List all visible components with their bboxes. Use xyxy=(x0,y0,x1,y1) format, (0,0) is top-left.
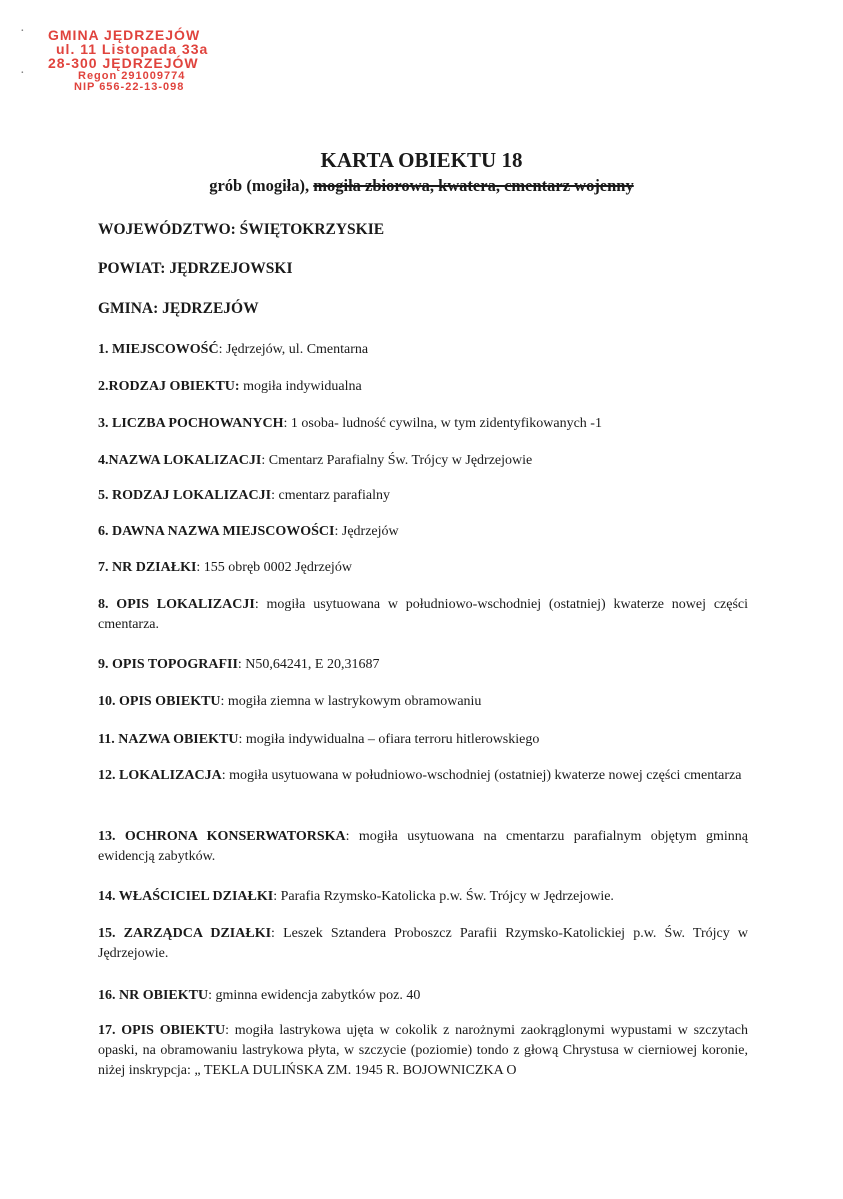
field-item: 1. MIEJSCOWOŚĆ: Jędrzejów, ul. Cmentarna xyxy=(98,342,369,357)
county-heading: POWIAT: JĘDRZEJOWSKI xyxy=(98,260,293,277)
field-label: 3. LICZBA POCHOWANYCH xyxy=(98,416,284,431)
field-item: 17. OPIS OBIEKTU: mogiła lastrykowa ujęta w cokolik z narożnymi zaokrąglonymi wypustami w szczytach opaski, na obramowaniu lastrykowa płyta, w szczycie (poziomie) tondo z głową Chrystusa w cierniowej koronie, niżej inskrypcja: „ TEKLA DULIŃSKA ZM. 1945 R. BOJOWNICZKA O xyxy=(98,1023,748,1078)
field-label: 6. DAWNA NAZWA MIEJSCOWOŚCI xyxy=(98,524,335,539)
field-label: 16. NR OBIEKTU xyxy=(98,988,209,1003)
margin-mark: · xyxy=(20,24,25,39)
field-label: 11. NAZWA OBIEKTU xyxy=(98,732,239,747)
field-item: 15. ZARZĄDCA DZIAŁKI: Leszek Sztandera Proboszcz Parafii Rzymsko-Katolickiej p.w. Św. Trójcy w Jędrzejowie. xyxy=(98,926,748,961)
field-label: 14. WŁAŚCICIEL DZIAŁKI xyxy=(98,889,274,904)
field-label: 13. OCHRONA KONSERWATORSKA xyxy=(98,829,346,844)
field-item: 7. NR DZIAŁKI: 155 obręb 0002 Jędrzejów xyxy=(98,560,352,575)
field-value: gminna ewidencja zabytków poz. 40 xyxy=(215,988,421,1003)
field-item: 16. NR OBIEKTU: gminna ewidencja zabytków poz. 40 xyxy=(98,988,421,1003)
field-value: Parafia Rzymsko-Katolicka p.w. Św. Trójcy w Jędrzejowie. xyxy=(280,889,614,904)
margin-mark: · xyxy=(20,66,25,81)
field-item: 3. LICZBA POCHOWANYCH: 1 osoba- ludność cywilna, w tym zidentyfikowanych -1 xyxy=(98,416,602,431)
field-value: mogiła lastrykowa ujęta w cokolik z narożnymi zaokrąglonymi wypustami w szczytach opaski, na obramowaniu lastrykowa płyta, w szczycie (poziomie) tondo z głową Chrystusa w cierniowej koronie, niżej inskrypcja: „ TEKLA DULIŃSKA ZM. 1945 R. BOJOWNICZKA O xyxy=(98,1023,748,1078)
field-label: 2.RODZAJ OBIEKTU: xyxy=(98,379,240,394)
field-item: 13. OCHRONA KONSERWATORSKA: mogiła usytuowana na cmentarzu parafialnym objętym gminną ewidencją zabytków. xyxy=(98,829,749,864)
field-value: mogiła indywidualna – ofiara terroru hitlerowskiego xyxy=(245,732,540,747)
document-subtitle xyxy=(0,176,843,196)
field-item: 5. RODZAJ LOKALIZACJI: cmentarz parafialny xyxy=(98,488,391,503)
field-label: 5. RODZAJ LOKALIZACJI xyxy=(98,488,272,503)
field-value: mogiła usytuowana na cmentarzu parafialnym objętym gminną ewidencją zabytków. xyxy=(98,829,749,864)
subtitle-kept: grób (mogiła), xyxy=(209,176,314,195)
field-value: Cmentarz Parafialny Św. Trójcy w Jędrzejowie xyxy=(268,453,533,468)
stamp-line: GMINA JĘDRZEJÓW xyxy=(48,27,201,43)
field-item: 10. OPIS OBIEKTU: mogiła ziemna w lastrykowym obramowaniu xyxy=(98,694,482,709)
field-item: 9. OPIS TOPOGRAFII: N50,64241, E 20,31687 xyxy=(98,657,380,672)
field-label: 4.NAZWA LOKALIZACJI xyxy=(98,453,262,468)
field-label: 10. OPIS OBIEKTU xyxy=(98,694,221,709)
field-label: 17. OPIS OBIEKTU xyxy=(98,1023,226,1038)
field-value: Jędrzejów, ul. Cmentarna xyxy=(225,342,369,357)
office-stamp xyxy=(48,28,208,93)
field-item xyxy=(98,377,748,397)
field-item: 11. NAZWA OBIEKTU: mogiła indywidualna – ofiara terroru hitlerowskiego xyxy=(98,732,540,747)
subtitle-struck: mogiła zbiorowa, kwatera, cmentarz wojenny xyxy=(313,176,634,195)
field-value: 155 obręb 0002 Jędrzejów xyxy=(203,560,352,575)
stamp-line: ul. 11 Listopada 33a xyxy=(56,41,209,57)
field-item: 6. DAWNA NAZWA MIEJSCOWOŚCI: Jędrzejów xyxy=(98,524,399,539)
stamp-line: NIP 656-22-13-098 xyxy=(74,81,185,93)
field-value: mogiła indywidualna xyxy=(243,379,362,394)
field-value: N50,64241, E 20,31687 xyxy=(245,657,380,672)
field-item: 8. OPIS LOKALIZACJI: mogiła usytuowana w południowo-wschodniej (ostatniej) kwaterze nowej części cmentarza. xyxy=(98,597,749,632)
field-label: 7. NR DZIAŁKI xyxy=(98,560,197,575)
field-value: Leszek Sztandera Proboszcz Parafii Rzymsko-Katolickiej p.w. Św. Trójcy w Jędrzejowie. xyxy=(98,926,748,961)
field-value: mogiła usytuowana w południowo-wschodniej (ostatniej) kwaterze nowej części cmentarza. xyxy=(98,597,749,632)
field-item: 14. WŁAŚCICIEL DZIAŁKI: Parafia Rzymsko-Katolicka p.w. Św. Trójcy w Jędrzejowie. xyxy=(98,889,614,904)
field-item: 4.NAZWA LOKALIZACJI: Cmentarz Parafialny Św. Trójcy w Jędrzejowie xyxy=(98,453,533,468)
field-value: Jędrzejów xyxy=(341,524,399,539)
stamp-line: Regon 291009774 xyxy=(78,70,186,82)
field-label: 8. OPIS LOKALIZACJI xyxy=(98,597,255,612)
field-item: 12. LOKALIZACJA: mogiła usytuowana w południowo-wschodniej (ostatniej) kwaterze nowej części cmentarza xyxy=(98,768,742,783)
voivodeship-heading: WOJEWÓDZTWO: ŚWIĘTOKRZYSKIE xyxy=(98,221,385,238)
stamp-line: 28-300 JĘDRZEJÓW xyxy=(48,55,199,71)
document-title: KARTA OBIEKTU 18 xyxy=(320,148,523,172)
field-value: 1 osoba- ludność cywilna, w tym zidentyfikowanych -1 xyxy=(290,416,602,431)
field-label: 15. ZARZĄDCA DZIAŁKI xyxy=(98,926,272,941)
field-label: 9. OPIS TOPOGRAFII xyxy=(98,657,238,672)
field-value: mogiła ziemna w lastrykowym obramowaniu xyxy=(227,694,482,709)
commune-heading: GMINA: JĘDRZEJÓW xyxy=(98,300,259,317)
field-value: mogiła usytuowana w południowo-wschodniej (ostatniej) kwaterze nowej części cmentarza xyxy=(229,768,742,783)
field-value: cmentarz parafialny xyxy=(278,488,391,503)
field-label: 1. MIEJSCOWOŚĆ xyxy=(98,342,219,357)
field-label: 12. LOKALIZACJA xyxy=(98,768,222,783)
